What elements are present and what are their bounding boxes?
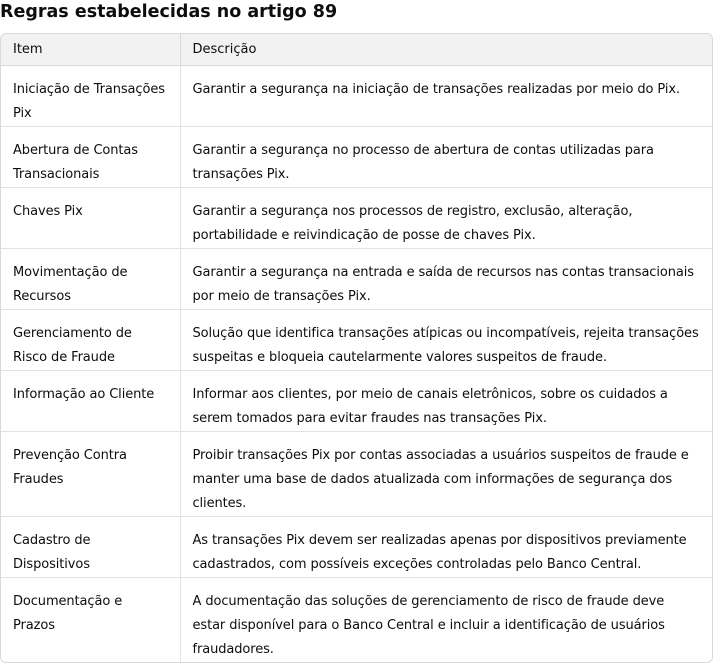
page-title: Regras estabelecidas no artigo 89: [0, 2, 338, 22]
cell-item: Movimentação de Recursos: [1, 249, 180, 310]
cell-item: Documentação e Prazos: [1, 578, 180, 663]
cell-description: Solução que identifica transações atípicas ou incompatíveis, rejeita transações suspeitas e bloqueia cautelarmente valores suspeitos de fraude.: [180, 310, 712, 371]
table-row: [1, 249, 712, 310]
table-row: [1, 517, 712, 578]
cell-item: Abertura de Contas Transacionais: [1, 127, 180, 188]
table-row: [1, 66, 712, 127]
cell-description: Garantir a segurança nos processos de registro, exclusão, alteração, portabilidade e reivindicação de posse de chaves Pix.: [180, 188, 712, 249]
cell-description: Proibir transações Pix por contas associadas a usuários suspeitos de fraude e manter uma base de dados atualizada com informações de segurança dos clientes.: [180, 432, 712, 517]
cell-item: Prevenção Contra Fraudes: [1, 432, 180, 517]
table-row: [1, 310, 712, 371]
table-row: [1, 578, 712, 663]
table-row: [1, 188, 712, 249]
cell-item: Chaves Pix: [1, 188, 180, 249]
rules-table-container: [0, 33, 713, 663]
cell-item: Cadastro de Dispositivos: [1, 517, 180, 578]
cell-description: As transações Pix devem ser realizadas apenas por dispositivos previamente cadastrados, com possíveis exceções controladas pelo Banco Central.: [180, 517, 712, 578]
column-header-description: Descrição: [180, 34, 712, 66]
column-header-item: Item: [1, 34, 180, 66]
cell-item: Informação ao Cliente: [1, 371, 180, 432]
cell-description: Informar aos clientes, por meio de canais eletrônicos, sobre os cuidados a serem tomados para evitar fraudes nas transações Pix.: [180, 371, 712, 432]
cell-item: Gerenciamento de Risco de Fraude: [1, 310, 180, 371]
cell-description: Garantir a segurança na iniciação de transações realizadas por meio do Pix.: [180, 66, 712, 127]
table-header-row: [1, 34, 712, 66]
rules-table: [1, 34, 712, 662]
cell-description: Garantir a segurança no processo de abertura de contas utilizadas para transações Pix.: [180, 127, 712, 188]
cell-description: A documentação das soluções de gerenciamento de risco de fraude deve estar disponível para o Banco Central e incluir a identificação de usuários fraudadores.: [180, 578, 712, 663]
table-row: [1, 371, 712, 432]
cell-item: Iniciação de Transações Pix: [13, 82, 165, 121]
table-row: [1, 127, 712, 188]
table-row: [1, 432, 712, 517]
cell-description: Garantir a segurança na entrada e saída de recursos nas contas transacionais por meio de transações Pix.: [180, 249, 712, 310]
